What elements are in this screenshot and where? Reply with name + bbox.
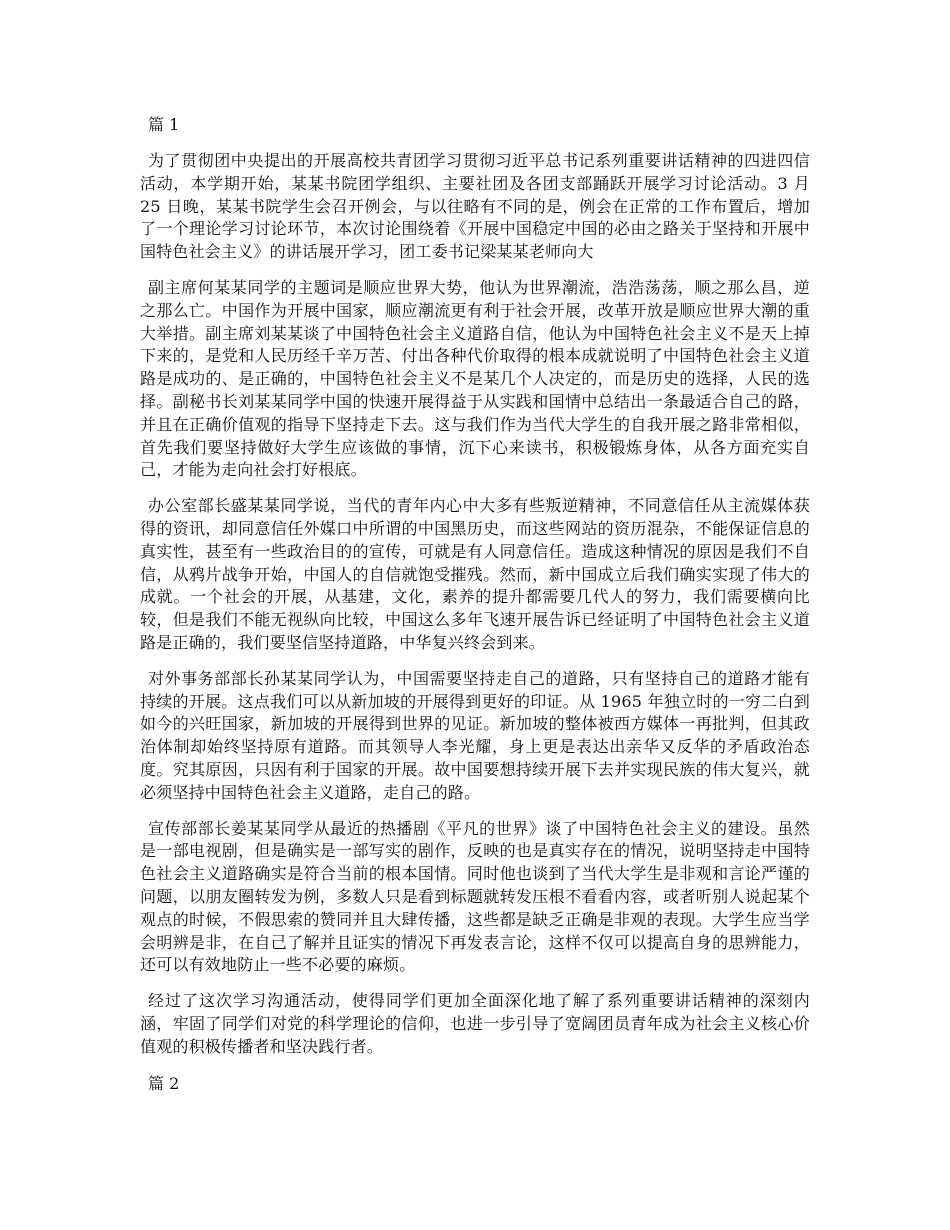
section-heading-2: 篇 2: [148, 1074, 180, 1094]
paragraph-2: 副主席何某某同学的主题词是顺应世界大势，他认为世界潮流，浩浩荡荡，顺之那么昌，逆之那么亡。中国作为开展中国家，顺应潮流更有利于社会开展，改革开放是顺应世界大潮的重大举措。副主席刘某某谈了中国特色社会主义道路自信，他认为中国特色社会主义不是天上掉下来的，是党和人民历经千辛万苦、付出各种代价取得的根本成就说明了中国特色社会主义道路是成功的、是正确的，中国特色社会主义不是某几个人决定的，而是历史的选择，人民的选择。副秘书长刘某某同学中国的快速开展得益于从实践和国情中总结出一条最适合自己的路，并且在正确价值观的指导下坚持走下去。这与我们作为当代大学生的自我开展之路非常相似，首先我们要坚持做好大学生应该做的事情，沉下心来读书，积极锻炼身体，从各方面充实自己，才能为走向社会打好根底。: [140, 277, 810, 480]
paragraph-5: 宣传部部长姜某某同学从最近的热播剧《平凡的世界》谈了中国特色社会主义的建设。虽然是一部电视剧，但是确实是一部写实的剧作，反映的也是真实存在的情况，说明坚持走中国特色社会主义道路确实是符合当前的根本国情。同时他也谈到了当代大学生是非观和言论严谨的问题，以朋友圈转发为例，多数人只是看到标题就转发压根不看看内容，或者听别人说起某个观点的时候，不假思索的赞同并且大肆传播，这些都是缺乏正确是非观的表现。大学生应当学会明辨是非，在自己了解并且证实的情况下再发表言论，这样不仅可以提高自身的思辨能力，还可以有效地防止一些不必要的麻烦。: [140, 818, 810, 975]
section-heading-1: 篇 1: [148, 115, 180, 134]
paragraph-3: 办公室部长盛某某同学说，当代的青年内心中大多有些叛逆精神，不同意信任从主流媒体获得的资讯，却同意信任外媒口中所谓的中国黑历史，而这些网站的资历混杂，不能保证信息的真实性，甚至有一些政治目的的宣传，可就是有人同意信任。造成这种情况的原因是我们不自信，从鸦片战争开始，中国人的自信就饱受摧残。然而，新中国成立后我们确实实现了伟大的成就。一个社会的开展，从基建，文化，素养的提升都需要几代人的努力，我们需要横向比较，但是我们不能无视纵向比较，中国这么多年飞速开展告诉已经证明了中国特色社会主义道路是正确的，我们要坚信坚持道路，中华复兴终会到来。: [140, 496, 810, 652]
paragraph-6: 经过了这次学习沟通活动，使得同学们更加全面深化地了解了系列重要讲话精神的深刻内涵，牢固了同学们对党的科学理论的信仰，也进一步引导了宽阔团员青年成为社会主义核心价值观的积极传播者和坚决践行者。: [140, 991, 810, 1056]
paragraph-1: 为了贯彻团中央提出的开展高校共青团学习贯彻习近平总书记系列重要讲话精神的四进四信活动，本学期开始，某某书院团学组织、主要社团及各团支部踊跃开展学习讨论活动。3 月 25 日晚，某某书院学生会召开例会，与以往略有不同的是，例会在正常的工作布置后，增加了一个理论学习讨论环节，本次讨论围绕着《开展中国稳定中国的必由之路关于坚持和开展中国特色社会主义》的讲话展开学习，团工委书记梁某某老师向大: [140, 151, 810, 262]
paragraph-4: 对外事务部部长孙某某同学认为，中国需要坚持走自己的道路，只有坚持自己的道路才能有持续的开展。这点我们可以从新加坡的开展得到更好的印证。从 1965 年独立时的一穷二白到如今的兴旺国家，新加坡的开展得到世界的见证。新加坡的整体被西方媒体一再批判，但其政治体制却始终坚持原有道路。而其领导人李光耀，身上更是表达出亲华又反华的矛盾政治态度。究其原因，只因有利于国家的开展。故中国要想持续开展下去并实现民族的伟大复兴，就必须坚持中国特色社会主义道路，走自己的路。: [140, 668, 810, 802]
